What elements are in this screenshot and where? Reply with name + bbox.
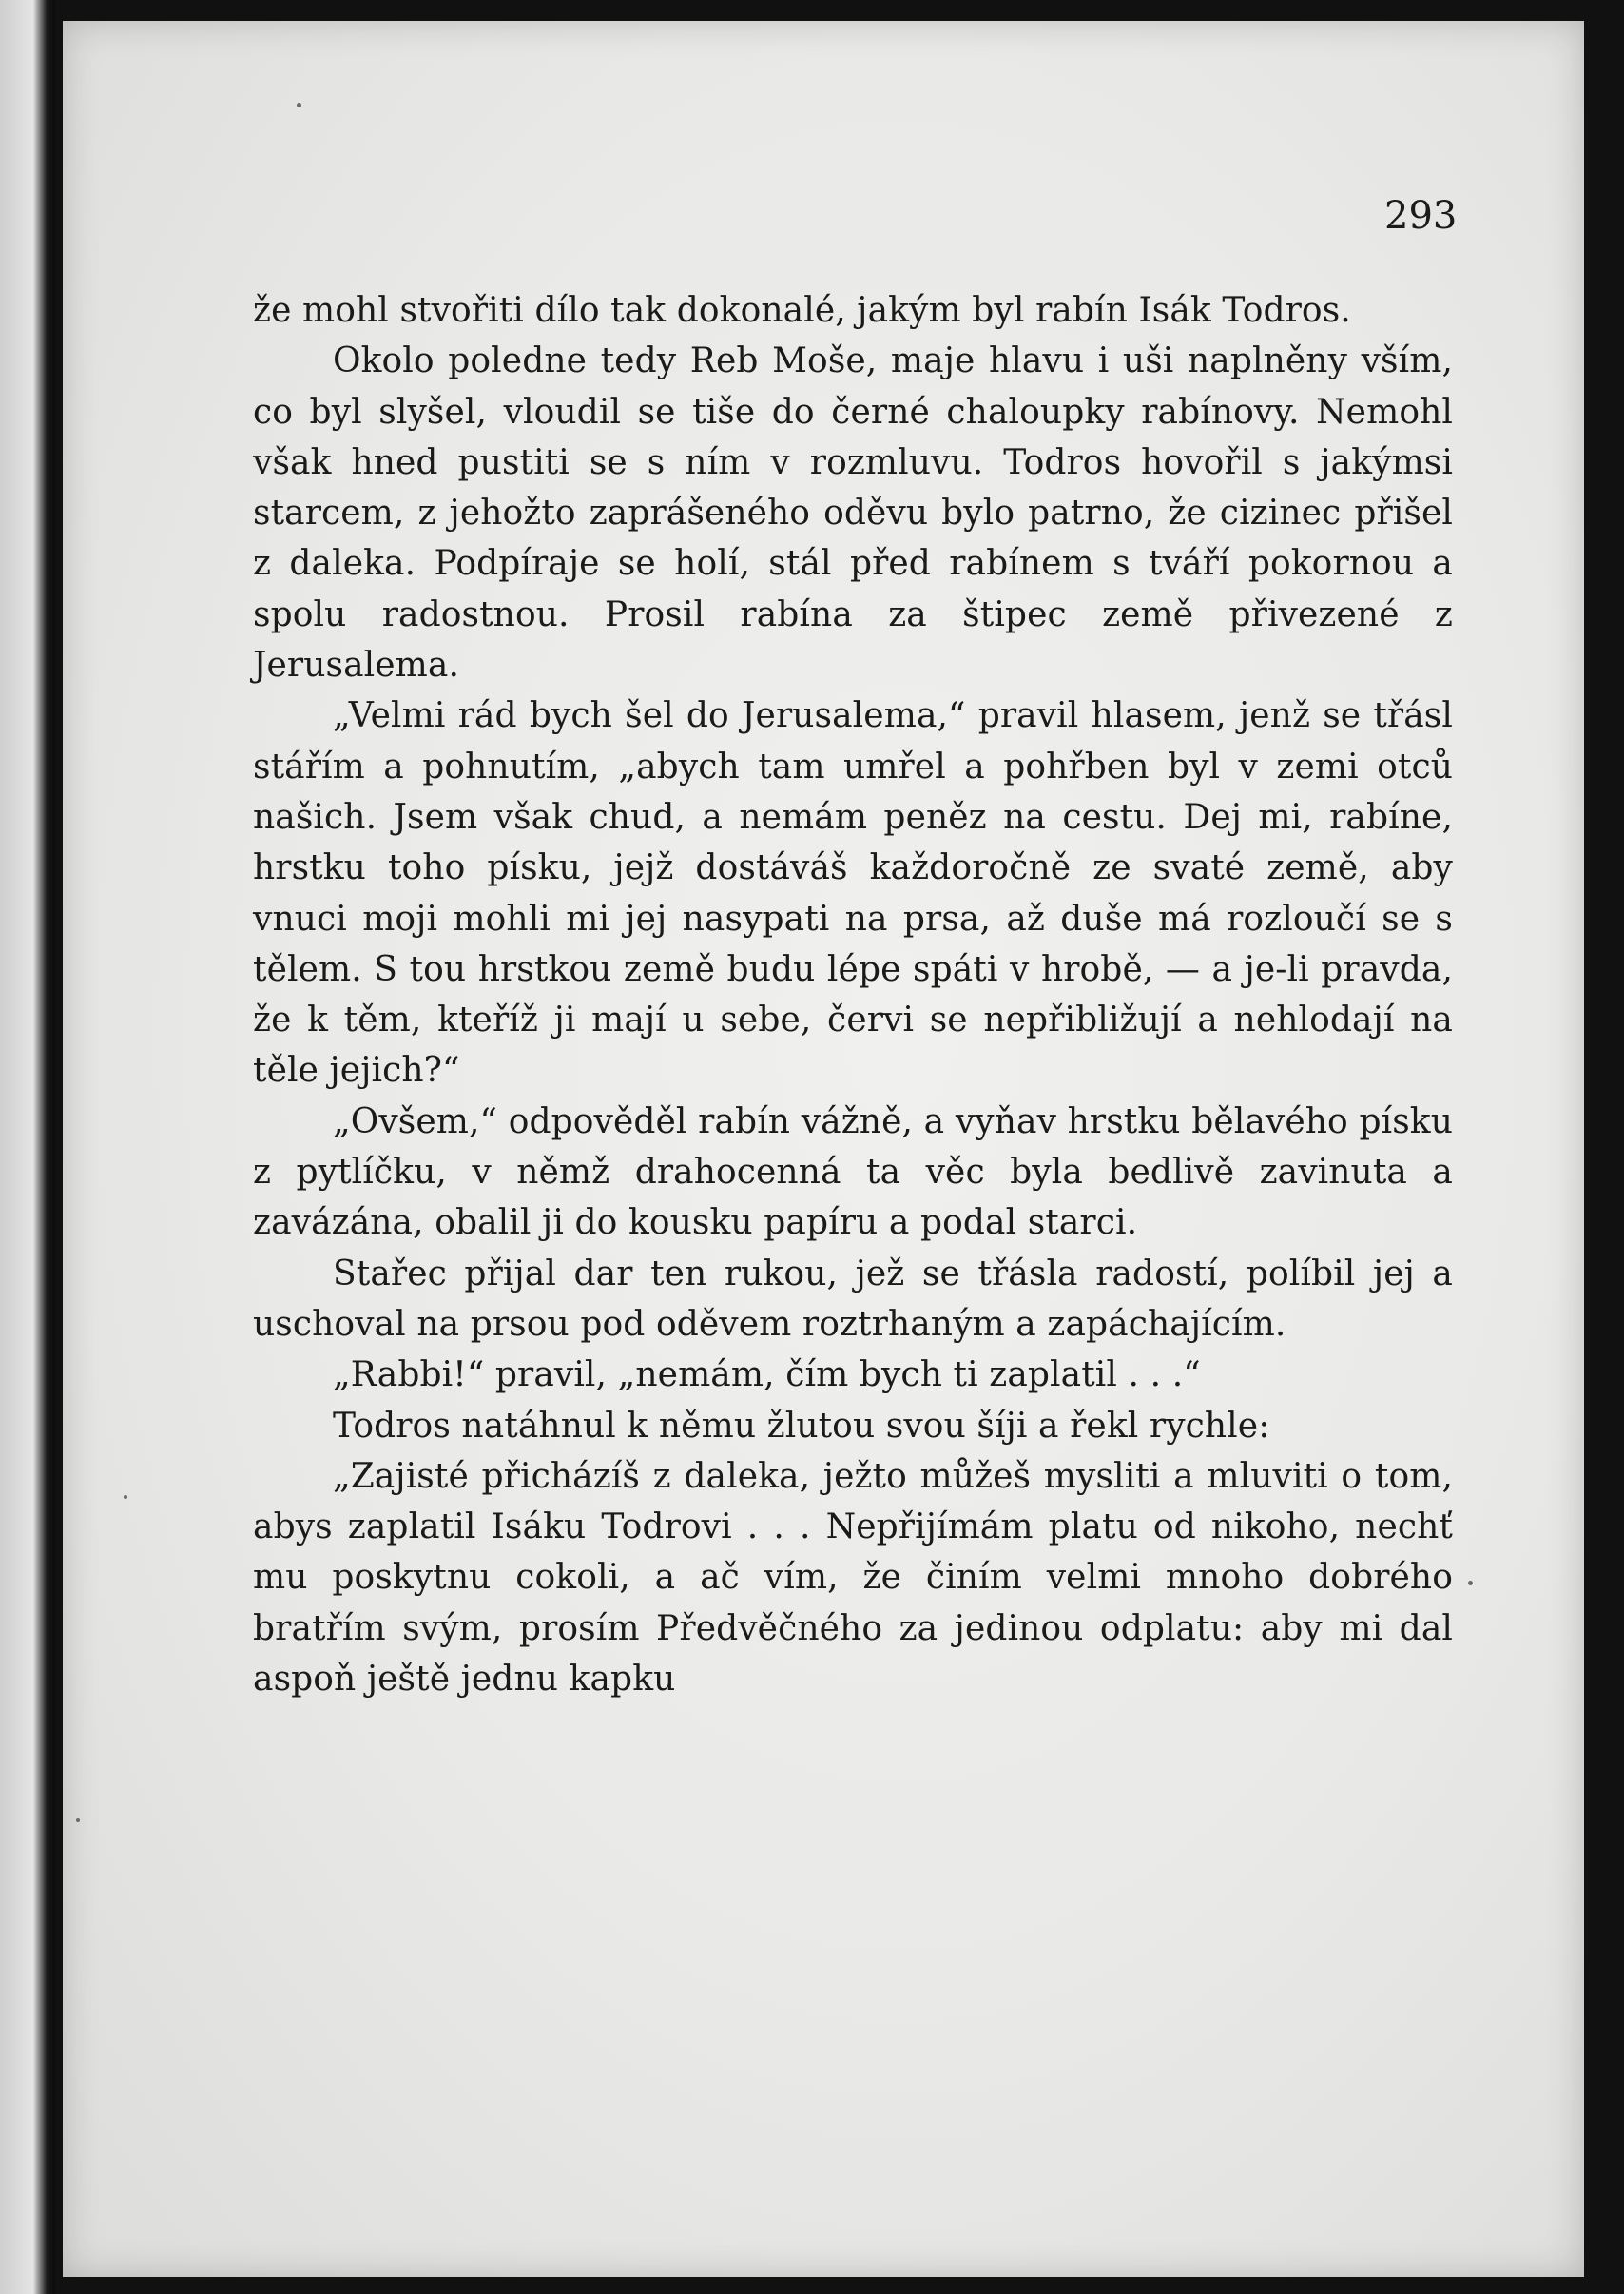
paragraph-3: „Velmi rád bych šel do Jerusalema,“ pravil hlasem, jenž se třásl stářím a pohnutím, „abych tam umřel a pohřben byl v zemi otců našich. Jsem však chud, a nemám peněz na cestu. Dej mi, rabíne, hrstku toho písku, jejž dostáváš každoročně ze svaté země, aby vnuci moji mohli mi jej nasypati na prsa, až duše má rozloučí se s tělem. S tou hrstkou země budu lépe spáti v hrobě, — a je-li pravda, že k těm, kteříž ji mají u sebe, červi se nepřibližují a nehlodají na těle jejich?“ bbox=[253, 696, 1453, 1091]
paragraph-7: Todros natáhnul k němu žlutou svou šíji a řekl rychle: bbox=[333, 1406, 1270, 1446]
paragraph-2: Okolo poledne tedy Reb Moše, maje hlavu i uši naplněny vším, co byl slyšel, vloudil se tiše do černé chaloupky rabínovy. Nemohl však hned pustiti se s ním v rozmluvu. Todros hovořil s jakýmsi starcem, z jehožto zaprášeného oděvu bylo patrno, že cizinec přišel z daleka. Podpíraje se holí, stál před rabínem s tváří pokornou a spolu radostnou. Prosil rabína za štipec země přivezené z Jerusalema. bbox=[253, 341, 1453, 686]
speck-mark bbox=[1468, 1581, 1473, 1585]
speck-mark bbox=[124, 1495, 127, 1499]
paragraph-8: „Zajisté přicházíš z daleka, ježto můžeš mysliti a mluviti o tom, abys zaplatil Isáku Todrovi . . . Nepřijímám platu od nikoho, nechť mu poskytnu cokoli, a ač vím, že činím velmi mnoho dobrého bratřím svým, prosím Předvěčného za jedinou odplatu: aby mi dal aspoň ještě jednu kapku bbox=[253, 1456, 1453, 1700]
paragraph-6: „Rabbi!“ pravil, „nemám, čím bych ti zaplatil . . .“ bbox=[333, 1355, 1201, 1395]
paragraph-1: že mohl stvořiti dílo tak dokonalé, jakým byl rabín Isák Todros. bbox=[253, 291, 1351, 330]
paragraph-4: „Ovšem,“ odpověděl rabín vážně, a vyňav hrstku bělavého písku z pytlíčku, v němž drahocenná ta věc byla bedlivě zavinuta a zavázána, obalil ji do kousku papíru a podal starci. bbox=[253, 1101, 1453, 1243]
speck-mark bbox=[297, 103, 301, 107]
body-text bbox=[253, 285, 1453, 1704]
paragraph-5: Stařec přijal dar ten rukou, jež se třásla radostí, políbil jej a uschoval na prsou pod oděvem roztrhaným a zapáchajícím. bbox=[253, 1254, 1453, 1344]
facing-page-edge bbox=[0, 0, 55, 2294]
speck-mark bbox=[76, 1818, 80, 1822]
page-number: 293 bbox=[1384, 194, 1458, 238]
book-page bbox=[63, 21, 1584, 2277]
